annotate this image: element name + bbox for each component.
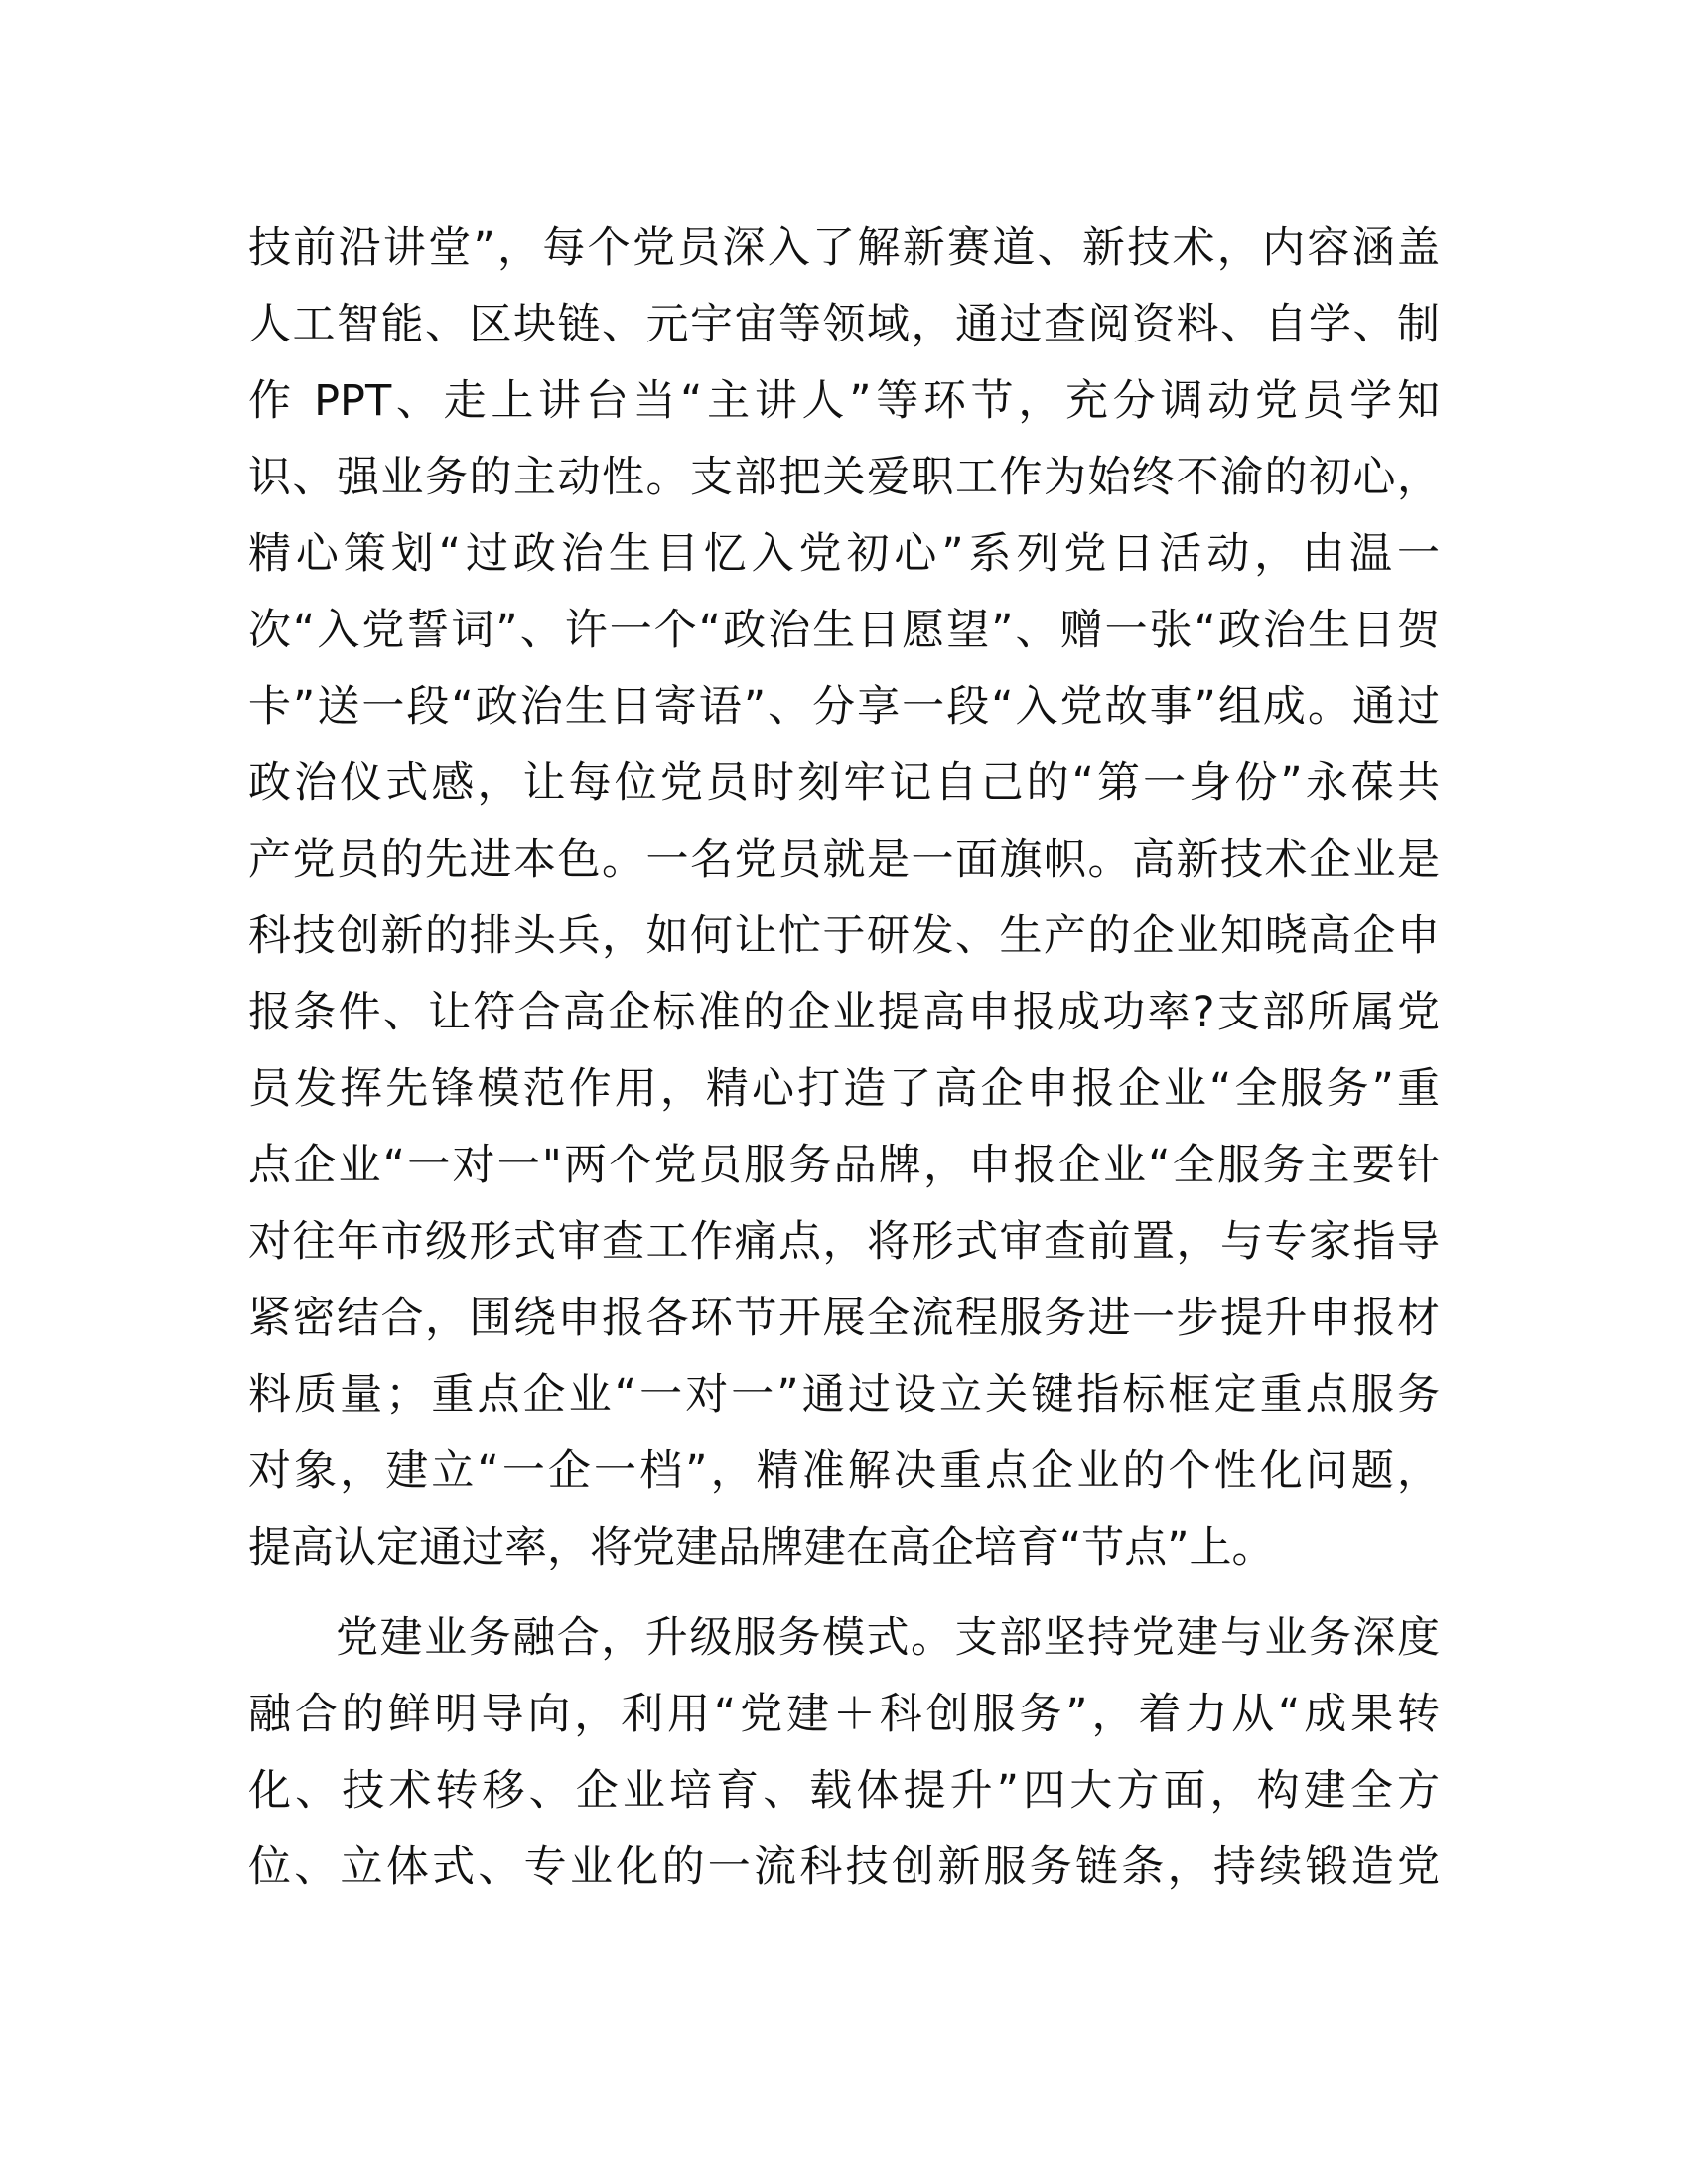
paragraph-line: 次“入党誓词”、许一个“政治生日愿望”、赠一张“政治生日贺 [248, 606, 1440, 655]
paragraph-line: 员发挥先锋模范作用，精心打造了高企申报企业“全服务”重 [248, 1064, 1440, 1114]
paragraph-line: 政治仪式感，让每位党员时刻牢记自己的“第一身份”永葆共 [248, 758, 1440, 808]
paragraph-1 [248, 210, 1440, 1586]
paragraph-line: 党建业务融合，升级服务模式。支部坚持党建与业务深度 [336, 1613, 1440, 1663]
paragraph-line: 技前沿讲堂”，每个党员深入了解新赛道、新技术，内容涵盖 [248, 223, 1440, 273]
paragraph-line: 作 PPT、走上讲台当“主讲人”等环节，充分调动党员学知 [248, 376, 1440, 426]
paragraph-line: 识、强业务的主动性。支部把关爱职工作为始终不渝的初心， [248, 453, 1440, 502]
paragraph-line: 料质量；重点企业“一对一”通过设立关键指标框定重点服务 [248, 1370, 1440, 1420]
paragraph-line: 卡”送一段“政治生日寄语”、分享一段“入党故事”组成。通过 [248, 682, 1440, 732]
paragraph-line: 产党员的先进本色。一名党员就是一面旗帜。高新技术企业是 [248, 835, 1440, 885]
paragraph-line: 对象，建立“一企一档”，精准解决重点企业的个性化问题， [248, 1446, 1440, 1496]
paragraph-line: 人工智能、区块链、元宇宙等领域，通过查阅资料、自学、制 [248, 300, 1440, 349]
paragraph-line: 紧密结合，围绕申报各环节开展全流程服务进一步提升申报材 [248, 1294, 1440, 1343]
paragraph-line: 提高认定通过率，将党建品牌建在高企培育“节点”上。 [248, 1523, 1275, 1572]
document-body [248, 210, 1440, 1906]
paragraph-line: 位、立体式、专业化的一流科技创新服务链条，持续锻造党 [248, 1843, 1440, 1892]
paragraph-line: 点企业“一对一"两个党员服务品牌，申报企业“全服务主要针 [248, 1141, 1440, 1190]
paragraph-line: 科技创新的排头兵，如何让忙于研发、生产的企业知晓高企申 [248, 911, 1440, 961]
paragraph-2 [248, 1600, 1440, 1906]
paragraph-spacer [248, 1586, 1440, 1600]
paragraph-line: 报条件、让符合高企标准的企业提高申报成功率?支部所属党 [248, 988, 1440, 1037]
paragraph-line: 融合的鲜明导向，利用“党建＋科创服务”，着力从“成果转 [248, 1690, 1440, 1739]
paragraph-line: 精心策划“过政治生目忆入党初心”系列党日活动，由温一 [248, 529, 1440, 579]
paragraph-line: 化、技术转移、企业培育、载体提升”四大方面，构建全方 [248, 1766, 1440, 1816]
paragraph-line: 对往年市级形式审查工作痛点，将形式审查前置，与专家指导 [248, 1217, 1440, 1267]
